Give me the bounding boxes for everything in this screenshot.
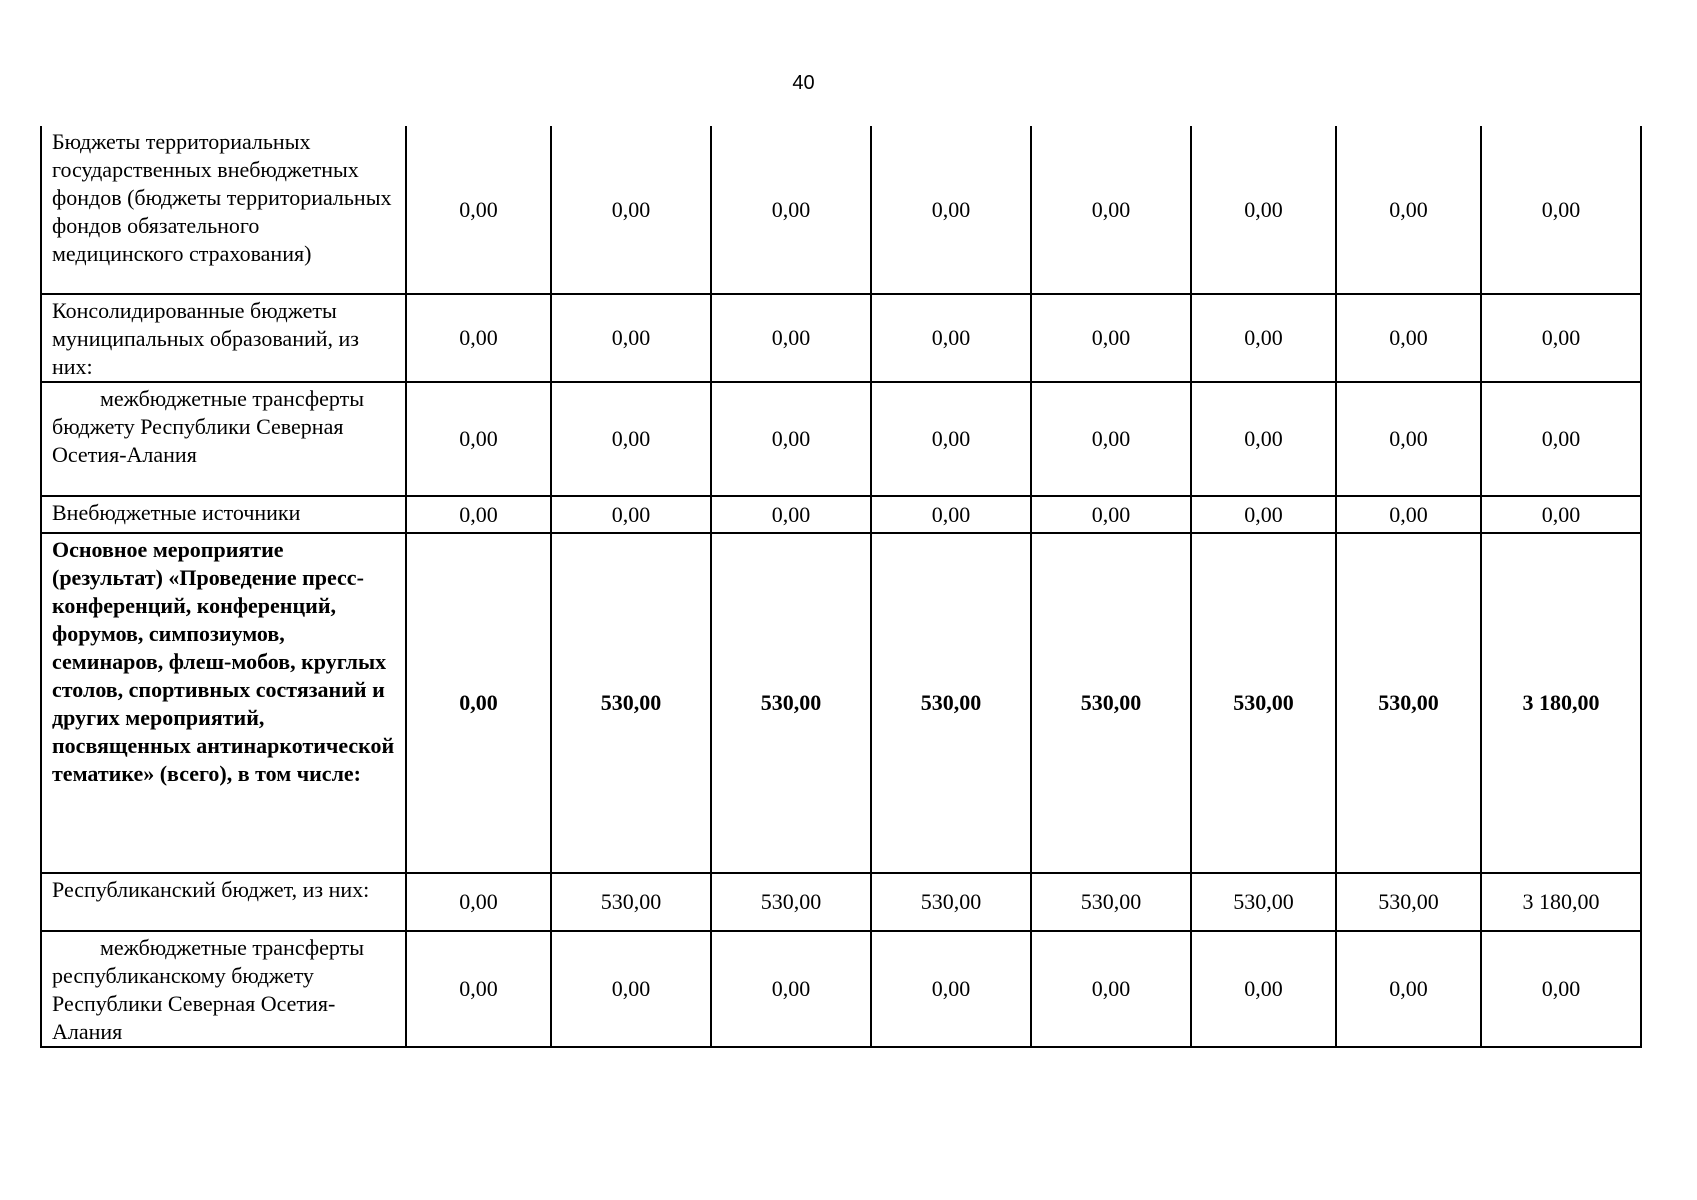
table-cell: 530,00 [1031, 873, 1191, 931]
table-cell: 530,00 [711, 873, 871, 931]
table-cell: 0,00 [1336, 294, 1481, 382]
table-row [41, 126, 1641, 294]
table-cell: 0,00 [1191, 382, 1336, 496]
budget-table [40, 126, 1642, 1048]
table-cell: 0,00 [406, 873, 551, 931]
table-cell: 0,00 [406, 294, 551, 382]
table-row [41, 873, 1641, 931]
table-cell: 530,00 [1191, 873, 1336, 931]
table-row [41, 931, 1641, 1047]
table-cell: 0,00 [1031, 496, 1191, 533]
table-cell: 3 180,00 [1481, 873, 1641, 931]
table-cell: 0,00 [551, 294, 711, 382]
row-label: межбюджетные трансферты бюджету Республики Северная Осетия-Алания [41, 382, 406, 496]
table-cell: 0,00 [871, 294, 1031, 382]
table-cell: 530,00 [711, 533, 871, 873]
table-cell: 0,00 [551, 382, 711, 496]
table-cell: 0,00 [1481, 496, 1641, 533]
table-cell: 0,00 [1336, 931, 1481, 1047]
table-cell: 530,00 [1336, 873, 1481, 931]
table-cell: 0,00 [1481, 294, 1641, 382]
table-cell: 0,00 [711, 496, 871, 533]
table-cell: 530,00 [871, 873, 1031, 931]
table-cell: 0,00 [1336, 126, 1481, 294]
row-label: Основное мероприятие (результат) «Проведение пресс-конференций, конференций, форумов, симпозиумов, семинаров, флеш-мобов, круглых столов, спортивных состязаний и других мероприятий, посвященных антинаркотической тематике» (всего), в том числе: [41, 533, 406, 873]
table-cell: 0,00 [1191, 496, 1336, 533]
table-row [41, 382, 1641, 496]
table-cell: 0,00 [711, 931, 871, 1047]
table-cell: 0,00 [551, 931, 711, 1047]
table-cell: 0,00 [551, 496, 711, 533]
table-cell: 530,00 [1191, 533, 1336, 873]
table-cell: 3 180,00 [1481, 533, 1641, 873]
table-cell: 0,00 [1031, 294, 1191, 382]
table-cell: 0,00 [1031, 126, 1191, 294]
table-cell: 0,00 [406, 931, 551, 1047]
table-cell: 0,00 [1481, 931, 1641, 1047]
table-cell: 0,00 [1481, 382, 1641, 496]
table-cell: 0,00 [406, 533, 551, 873]
table-cell: 0,00 [1336, 382, 1481, 496]
table-row [41, 533, 1641, 873]
row-label: Внебюджетные источники [41, 496, 406, 533]
table-cell: 0,00 [871, 382, 1031, 496]
table-cell: 0,00 [406, 126, 551, 294]
table-cell: 0,00 [871, 126, 1031, 294]
table-cell: 0,00 [711, 126, 871, 294]
table-cell: 0,00 [1191, 294, 1336, 382]
table-cell: 0,00 [1481, 126, 1641, 294]
table-cell: 0,00 [1031, 931, 1191, 1047]
table-cell: 0,00 [871, 931, 1031, 1047]
table-cell: 0,00 [1191, 931, 1336, 1047]
table-row [41, 294, 1641, 382]
table-cell: 0,00 [1336, 496, 1481, 533]
table-cell: 530,00 [871, 533, 1031, 873]
page-number: 40 [792, 72, 815, 94]
table-cell: 0,00 [1191, 126, 1336, 294]
table-cell: 530,00 [1336, 533, 1481, 873]
table-cell: 0,00 [1031, 382, 1191, 496]
table-cell: 0,00 [871, 496, 1031, 533]
table-cell: 530,00 [1031, 533, 1191, 873]
table-cell: 0,00 [406, 382, 551, 496]
table-cell: 0,00 [711, 382, 871, 496]
table-cell: 530,00 [551, 873, 711, 931]
row-label: Бюджеты территориальных государственных внебюджетных фондов (бюджеты территориальных фондов обязательного медицинского страхования) [41, 126, 406, 294]
table-row [41, 496, 1641, 533]
row-label: Республиканский бюджет, из них: [41, 873, 406, 931]
table-cell: 0,00 [406, 496, 551, 533]
table-cell: 0,00 [711, 294, 871, 382]
table-cell: 0,00 [551, 126, 711, 294]
row-label: межбюджетные трансферты республиканскому бюджету Республики Северная Осетия-Алания [41, 931, 406, 1047]
row-label: Консолидированные бюджеты муниципальных образований, из них: [41, 294, 406, 382]
table-cell: 530,00 [551, 533, 711, 873]
